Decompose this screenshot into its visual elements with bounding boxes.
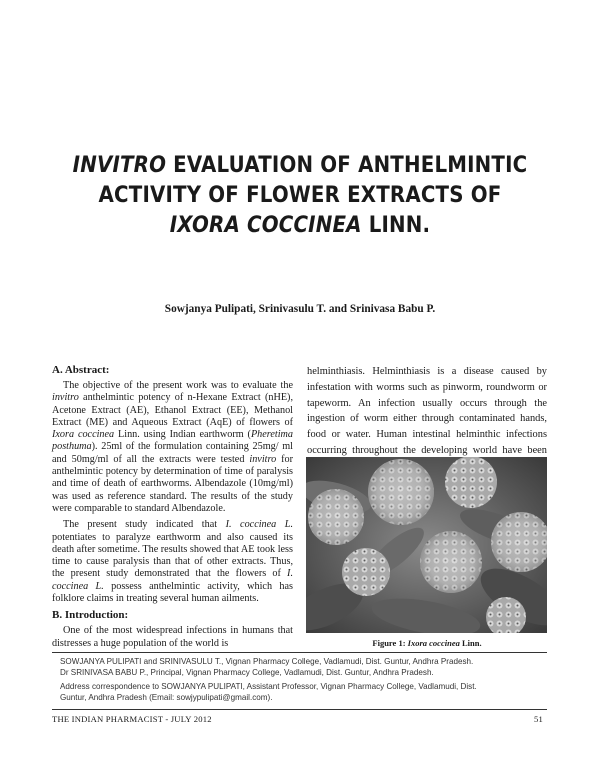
footer-divider <box>52 709 547 710</box>
figure-ixora-flower-photo <box>306 457 547 633</box>
title-line1: EVALUATION OF ANTHELMINTIC <box>166 152 528 178</box>
author-list: Sowjanya Pulipati, Srinivasulu T. and Srinivasa Babu P. <box>164 303 436 315</box>
title-italic-3: IXORA COCCINEA <box>169 212 362 238</box>
left-column <box>52 364 293 654</box>
abstract-paragraph-1: The objective of the present work was to evaluate the invitro anthelmintic potency of n-Hexane Extract (nHE), Acetone Extract (AE), Ethanol Extract (EE), Methanol Extract (ME) and Aqueous Extract (AqE) of flowers of Ixora coccinea Linn. using Indian earthworm (Pheretima posthuma). 25ml of the formulation containing 25mg/ ml and 50mg/ml of all the extracts were tested invitro for anthelmintic potency by determination of time of paralysis and time of death of earthworms. Albendazole (10mg/ml) was used as reference standard. The results of the study were comparable to standard Albendazole. <box>52 380 293 514</box>
introduction-heading: B. Introduction: <box>52 609 129 622</box>
journal-footer: THE INDIAN PHARMACIST - JULY 2012 <box>52 714 212 724</box>
introduction-continued: helminthiasis. Helminthiasis is a disease caused by infestation with worms such as pinworm, roundworm or tapeworm. An infection usually occurs through the ingestion of worm either through contaminated hands, food or water. Human intestinal helminthic infections occurring throughout the developing world have been <box>307 366 547 456</box>
title-italic-1: INVITRO <box>72 152 167 178</box>
abstract-heading: A. Abstract: <box>52 364 110 376</box>
article-title <box>71 150 529 240</box>
footnote-correspondence: Address correspondence to SOWJANYA PULIPATI, Assistant Professor, Vignan Pharmacy College, Vadlamudi, Dist. Guntur, Andhra Pradesh (Email: sowjypulipati@gmail.com). <box>60 682 477 702</box>
title-line3: LINN. <box>361 212 431 238</box>
page-number: 51 <box>534 714 543 724</box>
introduction-paragraph-1: One of the most widespread infections in humans that distresses a huge population of the world is <box>52 625 293 649</box>
flower-photo-illustration <box>306 457 547 633</box>
footnote-affiliations: SOWJANYA PULIPATI and SRINIVASULU T., Vignan Pharmacy College, Vadlamudi, Dist. Guntur, Andhra Pradesh. Dr SRINIVASA BABU P., Principal, Vignan Pharmacy College, Vadlamudi, Dist. Guntur, Andhra Pradesh. <box>60 657 474 677</box>
figure-caption: Figure 1: Ixora coccinea Linn. <box>372 638 482 648</box>
title-line2: ACTIVITY OF FLOWER EXTRACTS OF <box>98 182 502 208</box>
footnote-divider <box>52 652 547 653</box>
abstract-paragraph-2: The present study indicated that I. coccinea L. potentiates to paralyze earthworm and also caused its death after sometime. The results showed that AE took less time to cause paralysis than that of other extracts. Thus, the present study demonstrated that the flowers of I. coccinea L. possess anthelmintic activity, which has folklore claims in treating several human ailments. <box>52 519 293 605</box>
